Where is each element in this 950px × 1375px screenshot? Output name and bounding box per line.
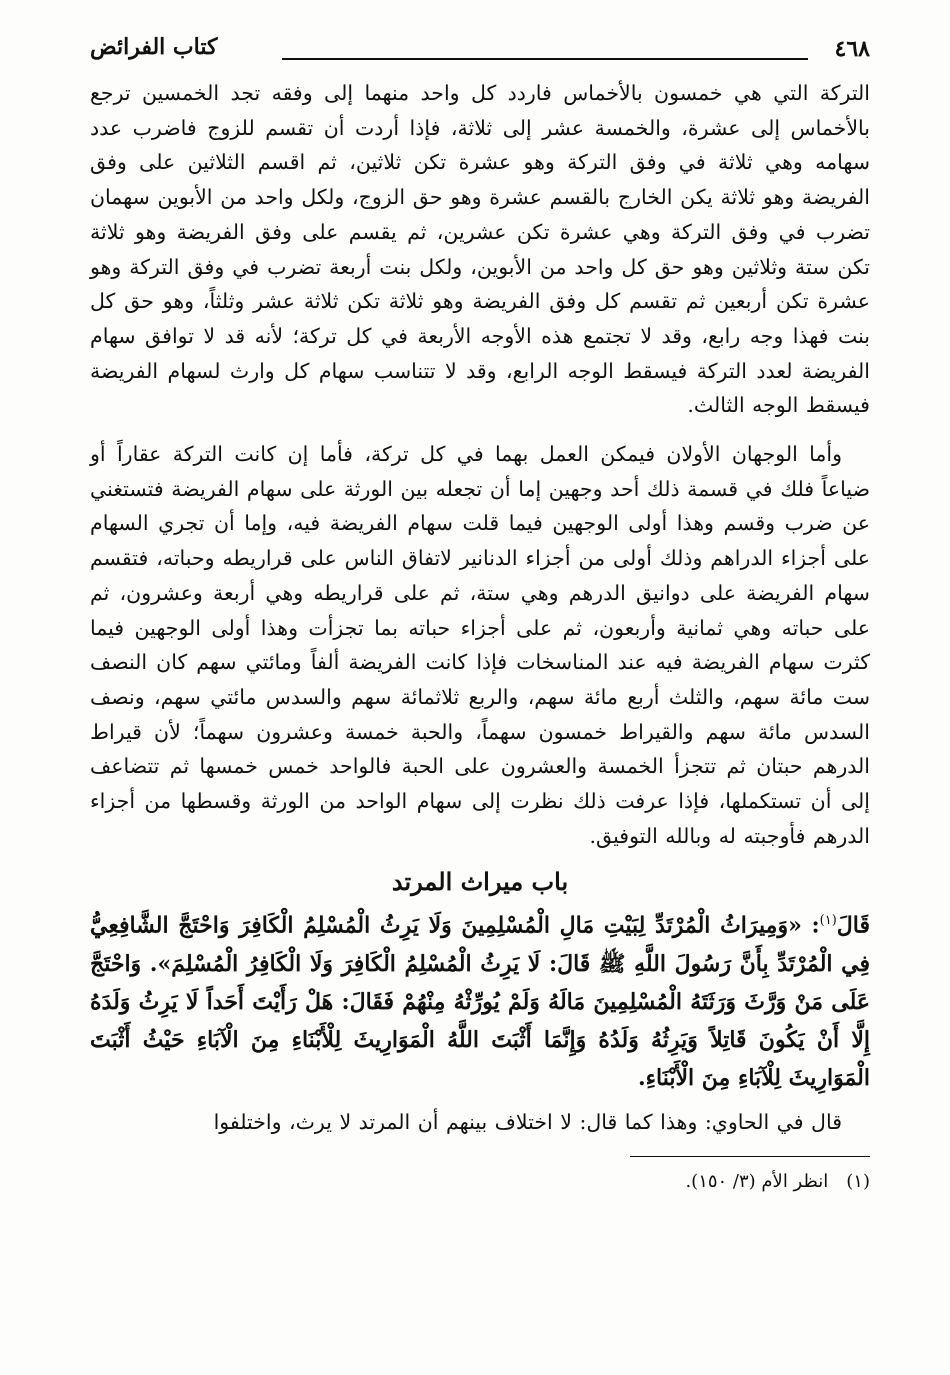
page-number: ٤٦٨ [834,36,870,62]
section-heading: باب ميراث المرتد [391,867,569,897]
quote-lead: قَالَ [836,912,870,939]
footnote-divider [630,1156,870,1157]
running-title: كتاب الفرائض [90,34,218,60]
page-header [90,30,870,72]
header-rule [282,58,808,60]
footnote-number: (١) [846,1170,870,1192]
book-page [90,30,870,1350]
quote-body: : «وَمِيرَاثُ الْمُرْتَدِّ لِبَيْتِ مَالِ الْمُسْلِمِينَ وَلَا يَرِثُ الْمُسْلِمُ الْكَافِرَ وَاحْتَجَّ الشَّافِعِيُّ فِي الْمُرْتَدِّ بِأَنَّ رَسُولَ اللَّهِ ﷺ قَالَ: لَا يَرِثُ الْمُسْلِمُ الْكَافِرَ وَلَا الْكَافِرُ الْمُسْلِمَ». وَاحْتَجَّ عَلَى مَنْ وَرَّثَ وَرَثَتَهُ الْمُسْلِمِينَ مَالَهُ وَلَمْ يُورِّثْهُ مِنْهُمْ فَقَالَ: هَلْ رَأَيْتَ أَحَداً لَا يَرِثُ وَلَدَهُ إِلَّا أَنْ يَكُونَ قَاتِلاً وَيَرِثُهُ وَلَدُهُ وَإِنَّمَا أَثْبَتَ اللَّهُ الْمَوَارِيثَ لِلْأَبْنَاءِ مِنَ الْآبَاءِ حَيْثُ أَثْبَتَ الْمَوَارِيثَ لِلْآبَاءِ مِنَ الْأَبْنَاءِ. [90,912,870,1091]
footnote-reference[interactable]: (١) [819,913,837,929]
quoted-text [90,902,870,1096]
body-paragraph: التركة التي هي خمسون بالأخماس فاردد كل واحد منهما إلى وفقه تجد الخمسين ترجع بالأخماس إلى عشرة، والخمسة عشر إلى ثلاثة، فإذا أردت أن تقسم للزوج فاضرب عدد سهامه وهي ثلاثة في وفق التركة وهو عشرة تكن ثلاثين، ثم اقسم الثلاثين على وفق الفريضة وهو ثلاثة يكن الخارج بالقسم عشرة وهو حق الزوج، ولكل واحد من الأبوين سهمان تضرب في وفق التركة وهي عشرة تكن عشرين، ثم يقسم على وفق الفريضة وهو ثلاثة تكن ستة وثلاثين وهو حق كل واحد من الأبوين، ولكل بنت أربعة تضرب في وفق التركة وهو عشرة تكن أربعين ثم تقسم كل وفق الفريضة وهو ثلاثة تكن ثلاثة عشر وثلثاً، وهو حق كل بنت فهذا وجه رابع، وقد لا تجتمع هذه الأوجه الأربعة في كل تركة؛ لأنه قد لا توافق سهام الفريضة لعدد التركة فيسقط الوجه الرابع، وقد لا تتناسب سهام كل وارث لسهام الفريضة فيسقط الوجه الثالث. [90,81,870,418]
body-paragraph: وأما الوجهان الأولان فيمكن العمل بهما في كل تركة، فأما إن كانت التركة عقاراً أو ضياعاً فلك في قسمة ذلك أحد وجهين إما أن تجعله بين الورثة على سهام الفريضة فتستغني عن ضرب وقسم وهذا أولى الوجهين فيما قلت سهام الفريضة فيه، وإما أن تجري السهام على أجزاء الدراهم وذلك أولى من أجزاء الدنانير لاتفاق الناس على قراريطه وحباته، فتقسم سهام الفريضة على دوانيق الدرهم وهي ستة، ثم على قراريطه وهي أربعة وعشرون، ثم على حباته وهي ثمانية وأربعون، ثم على أجزاء حباته بما تجزأت وهذا أولى الوجهين فيما كثرت سهام الفريضة فيه عند المناسخات فإذا كانت الفريضة ألفاً ومائتي سهم كان النصف ست مائة سهم، والثلث أربع مائة سهم، والربع ثلاثمائة سهم والسدس مائتي سهم، ونصف السدس مائة سهم والقيراط خمسون سهماً، والحبة خمسة وعشرون سهماً؛ لأن قيراط الدرهم حبتان ثم تتجزأ الخمسة والعشرون على الحبة فالواحد خمس خمسها ثم تتضاعف إلى أن تستكملها، فإذا عرفت ذلك نظرت إلى سهام الواحد من الورثة وقسطها من أجزاء الدرهم فأوجبته له وبالله التوفيق. [90,442,871,848]
footnote [90,1167,870,1197]
body-paragraph: قال في الحاوي: وهذا كما قال: لا اختلاف بينهم أن المرتد لا يرث، واختلفوا [213,1109,842,1134]
footnote-text: انظر الأم (٣/ ١٥٠). [685,1170,829,1192]
